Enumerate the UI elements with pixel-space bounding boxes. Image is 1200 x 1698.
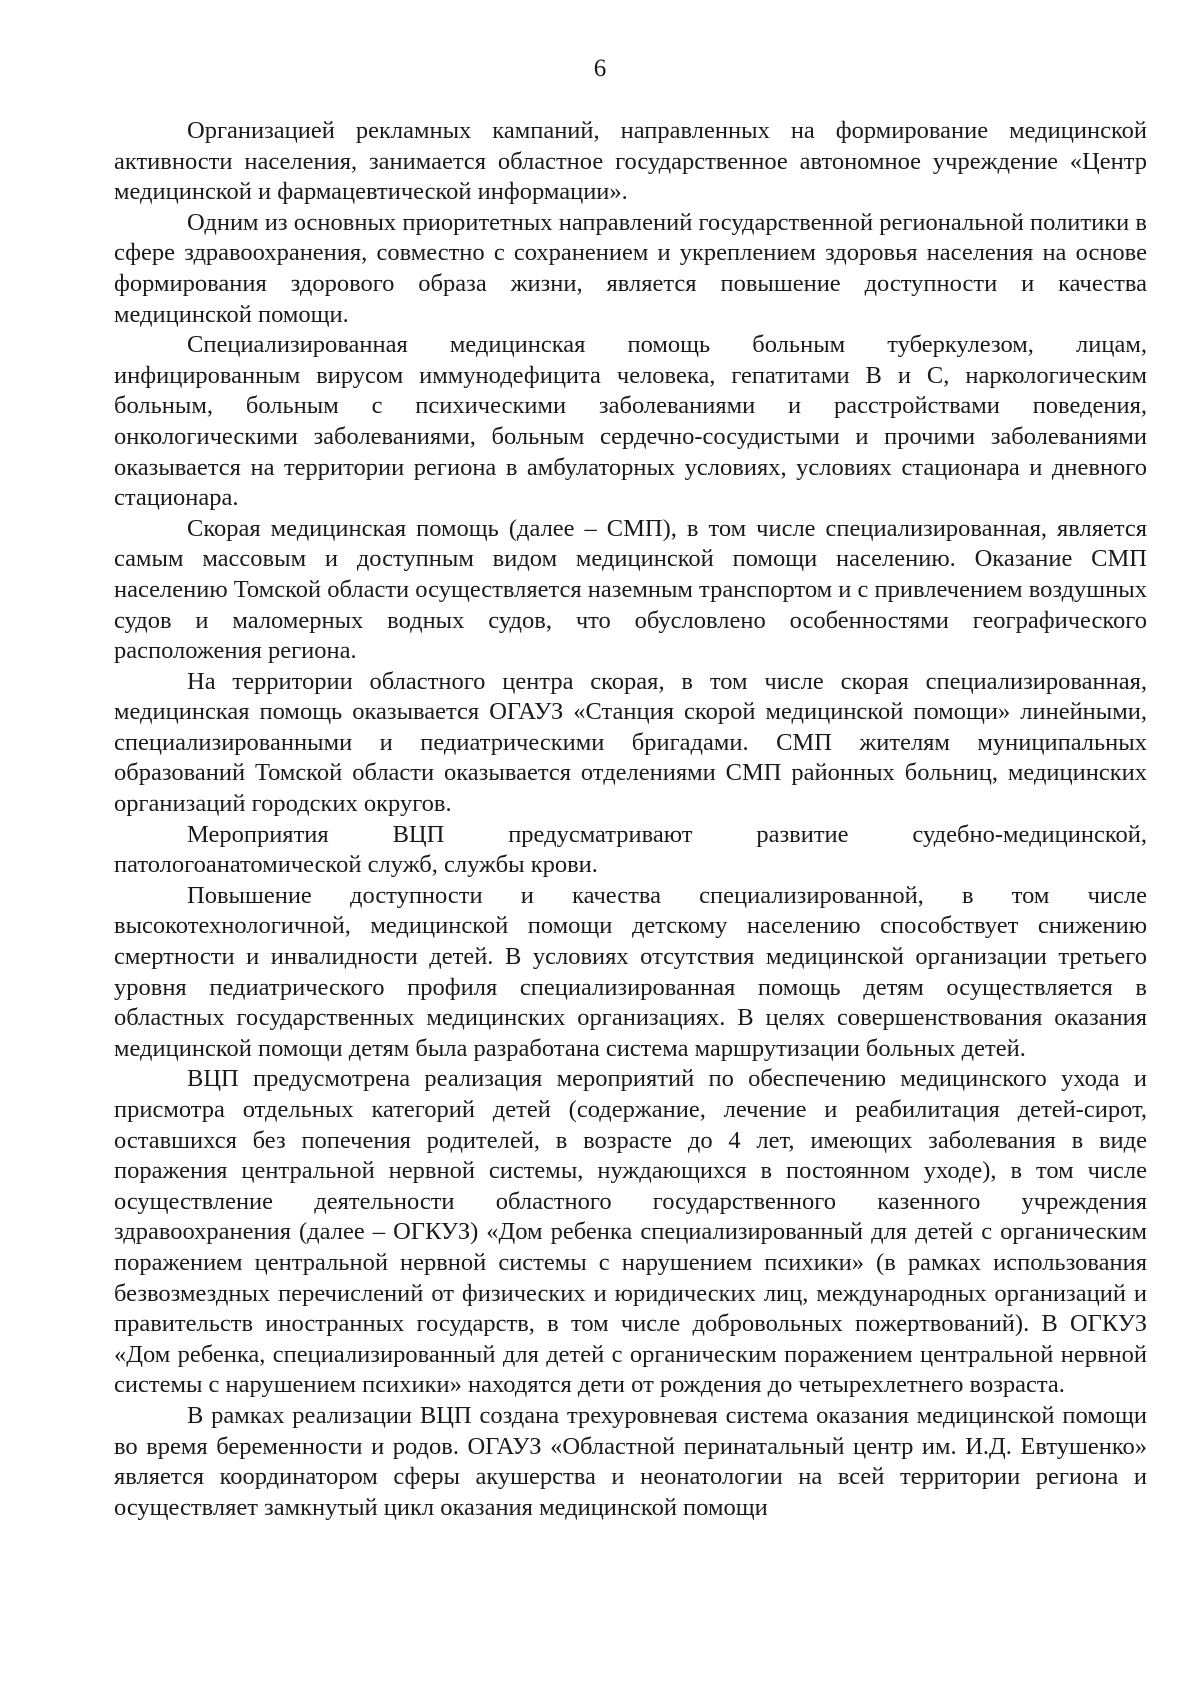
paragraph-forensic-services: Мероприятия ВЦП предусматривают развитие судебно-медицинской, патологоанатомической служб, службы крови. <box>114 820 1147 879</box>
paragraph-regional-policy-priority: Одним из основных приоритетных направлений государственной региональной политики в сфере здравоохранения, совместно с сохранением и укреплением здоровья населения на основе формирования здорового образа жизни, является повышение доступности и качества медицинской помощи. <box>114 208 1147 328</box>
paragraph-pediatric-care: Повышение доступности и качества специализированной, в том числе высокотехнологичной, медицинской помощи детскому населению способствует снижению смертности и инвалидности детей. В условиях отсутствия медицинской организации третьего уровня педиатрического профиля специализированная помощь детям осуществляется в областных государственных медицинских организациях. В целях совершенствования оказания медицинской помощи детям была разработана система маршрутизации больных детей. <box>114 881 1147 1062</box>
paragraph-emergency-care: Скорая медицинская помощь (далее – СМП), в том числе специализированная, является самым массовым и доступным видом медицинской помощи населению. Оказание СМП населению Томской области осуществляется наземным транспортом и с привлечением воздушных судов и маломерных водных судов, что обусловлено особенностями географического расположения региона. <box>114 514 1147 665</box>
paragraph-emergency-station: На территории областного центра скорая, в том числе скорая специализированная, медицинская помощь оказывается ОГАУЗ «Станция скорой медицинской помощи» линейными, специализированными и педиатрическими бригадами. СМП жителям муниципальных образований Томской области оказывается отделениями СМП районных больниц, медицинских организаций городских округов. <box>114 667 1147 818</box>
paragraph-perinatal-system: В рамках реализации ВЦП создана трехуровневая система оказания медицинской помощи во время беременности и родов. ОГАУЗ «Областной перинатальный центр им. И.Д. Евтушенко» является координатором сферы акушерства и неонатологии на всей территории региона и осуществляет замкнутый цикл оказания медицинской помощи <box>114 1401 1147 1521</box>
paragraph-specialized-care: Специализированная медицинская помощь больным туберкулезом, лицам, инфицированным вирусом иммунодефицита человека, гепатитами В и С, наркологическим больным, больным с психическими заболеваниями и расстройствами поведения, онкологическими заболеваниями, больным сердечно-сосудистыми и прочими заболеваниями оказывается на территории региона в амбулаторных условиях, условиях стационара и дневного стационара. <box>114 331 1147 512</box>
page-number: 6 <box>593 55 607 82</box>
paragraph-advertising-campaigns: Организацией рекламных кампаний, направленных на формирование медицинской активности населения, занимается областное государственное автономное учреждение «Центр медицинской и фармацевтической информации». <box>114 117 1147 206</box>
document-body <box>114 116 1147 1523</box>
paragraph-orphan-care: ВЦП предусмотрена реализация мероприятий по обеспечению медицинского ухода и присмотра отдельных категорий детей (содержание, лечение и реабилитация детей-сирот, оставшихся без попечения родителей, в возрасте до 4 лет, имеющих заболевания в виде поражения центральной нервной системы, нуждающихся в постоянном уходе), в том числе осуществление деятельности областного государственного казенного учреждения здравоохранения (далее – ОГКУЗ) «Дом ребенка специализированный для детей с органическим поражением центральной нервной системы с нарушением психики» (в рамках использования безвозмездных перечислений от физических и юридических лиц, международных организаций и правительств иностранных государств, в том числе добровольных пожертвований). В ОГКУЗ «Дом ребенка, специализированный для детей с органическим поражением центральной нервной системы с нарушением психики» находятся дети от рождения до четырехлетнего возраста. <box>114 1065 1147 1399</box>
